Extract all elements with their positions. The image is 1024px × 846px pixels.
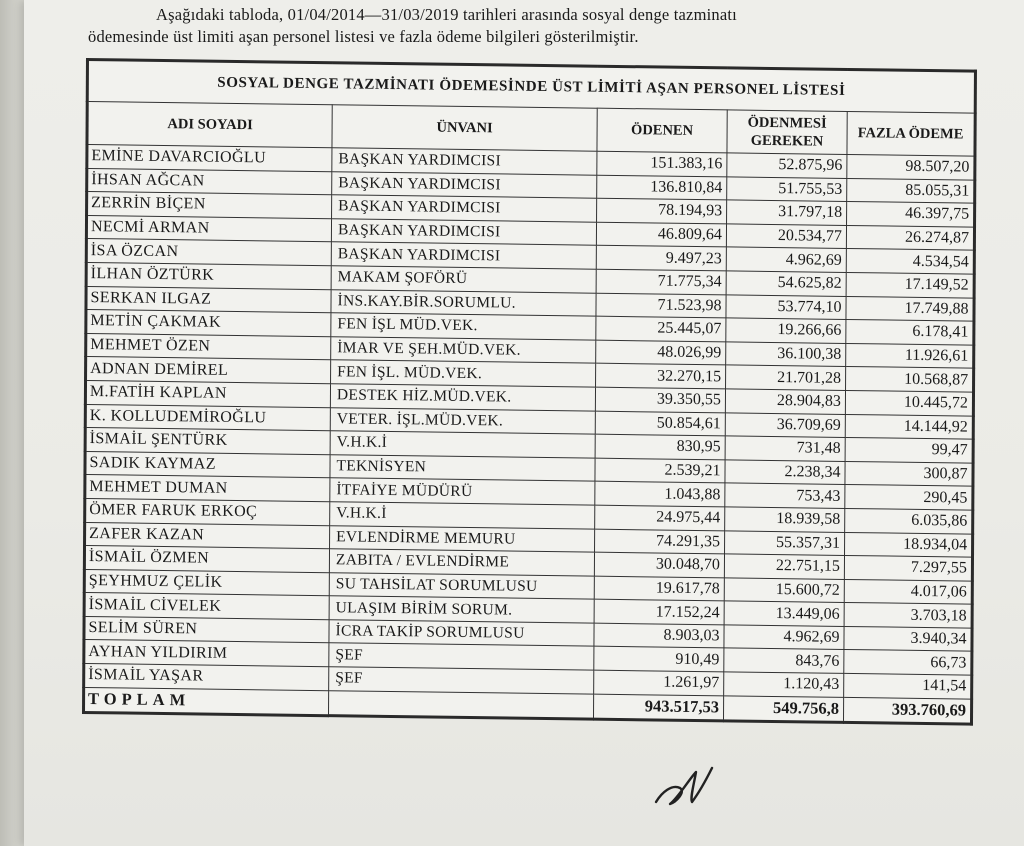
- cell-title: BAŞKAN YARDIMCISI: [332, 148, 597, 175]
- cell-paid: 910,49: [594, 647, 724, 672]
- cell-due: 15.600,72: [724, 578, 844, 603]
- cell-name: ADNAN DEMİREL: [86, 357, 331, 384]
- table-title: SOSYAL DENGE TAZMİNATI ÖDEMESİNDE ÜST LİMİTİ AŞAN PERSONEL LİSTESİ: [87, 60, 975, 114]
- cell-due: 731,48: [725, 436, 845, 461]
- cell-excess: 17.749,88: [846, 296, 974, 321]
- cell-title: VETER. İŞL.MÜD.VEK.: [330, 407, 595, 434]
- cell-title: EVLENDİRME MEMURU: [330, 525, 595, 552]
- cell-title: ZABITA / EVLENDİRME: [329, 549, 594, 576]
- cell-due: 1.120,43: [724, 672, 844, 697]
- cell-title: DESTEK HİZ.MÜD.VEK.: [330, 384, 595, 411]
- cell-name: İSA ÖZCAN: [86, 239, 331, 266]
- cell-title: BAŞKAN YARDIMCISI: [331, 242, 596, 269]
- header-name: ADI SOYADI: [87, 102, 332, 148]
- header-paid: ÖDENEN: [597, 108, 727, 153]
- cell-excess: 6.035,86: [845, 508, 973, 533]
- cell-title: ULAŞIM BİRİM SORUM.: [329, 596, 594, 623]
- cell-due: 54.625,82: [726, 271, 846, 296]
- cell-excess: 66,73: [844, 650, 972, 675]
- cell-due: 21.701,28: [726, 365, 846, 390]
- cell-excess: 3.703,18: [844, 603, 972, 628]
- cell-excess: 99,47: [845, 438, 973, 463]
- cell-name: SERKAN ILGAZ: [86, 286, 331, 313]
- cell-title: BAŞKAN YARDIMCISI: [331, 218, 596, 245]
- cell-due: 18.939,58: [725, 507, 845, 532]
- intro-paragraph: [88, 4, 988, 48]
- cell-name: ZAFER KAZAN: [85, 522, 330, 549]
- cell-name: İSMAİL ŞENTÜRK: [85, 428, 330, 455]
- cell-excess: 3.940,34: [844, 626, 972, 651]
- cell-paid: 830,95: [595, 434, 725, 459]
- cell-excess: 98.507,20: [847, 154, 975, 179]
- cell-excess: 85.055,31: [847, 178, 975, 203]
- cell-paid: 151.383,16: [597, 151, 727, 176]
- cell-due: 2.238,34: [725, 460, 845, 485]
- cell-due: 4.962,69: [726, 247, 846, 272]
- cell-paid: 25.445,07: [596, 316, 726, 341]
- cell-paid: 46.809,64: [596, 222, 726, 247]
- total-due: 549.756,8: [723, 696, 843, 723]
- cell-excess: 141,54: [844, 673, 972, 698]
- header-title: ÜNVANI: [332, 105, 597, 151]
- cell-name: İHSAN AĞCAN: [87, 168, 332, 195]
- personnel-table-wrapper: [82, 58, 974, 725]
- cell-excess: 26.274,87: [846, 225, 974, 250]
- cell-paid: 30.048,70: [594, 552, 724, 577]
- cell-due: 36.100,38: [726, 342, 846, 367]
- cell-title: ŞEF: [329, 643, 594, 670]
- cell-name: İLHAN ÖZTÜRK: [86, 262, 331, 289]
- cell-excess: 11.926,61: [846, 343, 974, 368]
- cell-name: ZERRİN BİÇEN: [87, 192, 332, 219]
- cell-excess: 46.397,75: [847, 202, 975, 227]
- cell-paid: 78.194,93: [597, 198, 727, 223]
- cell-excess: 10.568,87: [846, 367, 974, 392]
- intro-line-2: ödemesinde üst limiti aşan personel listesi ve fazla ödeme bilgileri gösterilmiştir.: [88, 27, 639, 46]
- cell-due: 28.904,83: [725, 389, 845, 414]
- total-empty-cell: [328, 690, 593, 718]
- cell-paid: 71.523,98: [596, 293, 726, 318]
- cell-title: İCRA TAKİP SORUMLUSU: [329, 620, 594, 647]
- cell-name: NECMİ ARMAN: [86, 215, 331, 242]
- cell-due: 753,43: [725, 483, 845, 508]
- cell-excess: 300,87: [845, 461, 973, 486]
- cell-due: 22.751,15: [724, 554, 844, 579]
- cell-paid: 48.026,99: [596, 340, 726, 365]
- cell-title: BAŞKAN YARDIMCISI: [332, 171, 597, 198]
- cell-excess: 10.445,72: [845, 390, 973, 415]
- cell-title: V.H.K.İ: [330, 431, 595, 458]
- cell-paid: 32.270,15: [596, 364, 726, 389]
- cell-name: EMİNE DAVARCIOĞLU: [87, 145, 332, 172]
- cell-paid: 71.775,34: [596, 269, 726, 294]
- cell-excess: 290,45: [845, 485, 973, 510]
- cell-title: ŞEF: [329, 667, 594, 694]
- personnel-table: [82, 58, 977, 725]
- cell-due: 53.774,10: [726, 294, 846, 319]
- cell-name: MEHMET ÖZEN: [86, 333, 331, 360]
- cell-due: 31.797,18: [727, 200, 847, 225]
- cell-name: ŞEYHMUZ ÇELİK: [84, 569, 329, 596]
- cell-excess: 4.534,54: [846, 249, 974, 274]
- cell-due: 52.875,96: [727, 153, 847, 178]
- cell-excess: 6.178,41: [846, 320, 974, 345]
- header-due: ÖDENMESİ GEREKEN: [727, 110, 847, 155]
- cell-due: 13.449,06: [724, 601, 844, 626]
- header-excess: FAZLA ÖDEME: [847, 111, 975, 156]
- cell-paid: 2.539,21: [595, 458, 725, 483]
- cell-title: BAŞKAN YARDIMCISI: [332, 195, 597, 222]
- cell-excess: 18.934,04: [845, 532, 973, 557]
- cell-paid: 1.043,88: [595, 481, 725, 506]
- cell-paid: 17.152,24: [594, 599, 724, 624]
- cell-title: FEN İŞL. MÜD.VEK.: [331, 360, 596, 387]
- cell-name: SELİM SÜREN: [84, 616, 329, 643]
- total-paid: 943.517,53: [593, 694, 723, 721]
- cell-title: İMAR VE ŞEH.MÜD.VEK.: [331, 336, 596, 363]
- table-body: [84, 145, 975, 699]
- cell-name: İSMAİL CİVELEK: [84, 593, 329, 620]
- cell-name: M.FATİH KAPLAN: [85, 380, 330, 407]
- cell-title: MAKAM ŞOFÖRÜ: [331, 266, 596, 293]
- cell-due: 36.709,69: [725, 412, 845, 437]
- cell-name: METİN ÇAKMAK: [86, 310, 331, 337]
- cell-excess: 17.149,52: [846, 272, 974, 297]
- cell-name: ÖMER FARUK ERKOÇ: [85, 498, 330, 525]
- cell-paid: 8.903,03: [594, 623, 724, 648]
- handwritten-signature: [650, 758, 720, 818]
- cell-paid: 1.261,97: [594, 670, 724, 695]
- total-excess: 393.760,69: [843, 697, 971, 724]
- cell-paid: 24.975,44: [595, 505, 725, 530]
- cell-excess: 7.297,55: [844, 556, 972, 581]
- cell-title: İTFAİYE MÜDÜRÜ: [330, 478, 595, 505]
- cell-paid: 9.497,23: [596, 246, 726, 271]
- cell-name: AYHAN YILDIRIM: [84, 640, 329, 667]
- cell-name: MEHMET DUMAN: [85, 475, 330, 502]
- cell-paid: 39.350,55: [595, 387, 725, 412]
- intro-line-1: Aşağıdaki tabloda, 01/04/2014—31/03/2019 tarihleri arasında sosyal denge tazminatı: [156, 5, 737, 24]
- cell-excess: 14.144,92: [845, 414, 973, 439]
- cell-title: FEN İŞL MÜD.VEK.: [331, 313, 596, 340]
- cell-title: V.H.K.İ: [330, 502, 595, 529]
- cell-paid: 136.810,84: [597, 175, 727, 200]
- cell-title: SU TAHSİLAT SORUMLUSU: [329, 572, 594, 599]
- cell-paid: 19.617,78: [594, 576, 724, 601]
- cell-due: 843,76: [724, 648, 844, 673]
- total-label: TOPLAM: [84, 687, 329, 715]
- cell-due: 20.534,77: [726, 224, 846, 249]
- cell-title: İNS.KAY.BİR.SORUMLU.: [331, 289, 596, 316]
- cell-due: 4.962,69: [724, 625, 844, 650]
- cell-title: TEKNİSYEN: [330, 454, 595, 481]
- cell-due: 55.357,31: [725, 530, 845, 555]
- cell-due: 51.755,53: [727, 176, 847, 201]
- cell-name: SADIK KAYMAZ: [85, 451, 330, 478]
- cell-paid: 74.291,35: [595, 529, 725, 554]
- cell-name: K. KOLLUDEMİROĞLU: [85, 404, 330, 431]
- cell-due: 19.266,66: [726, 318, 846, 343]
- cell-excess: 4.017,06: [844, 579, 972, 604]
- cell-paid: 50.854,61: [595, 411, 725, 436]
- cell-name: İSMAİL YAŞAR: [84, 664, 329, 691]
- cell-name: İSMAİL ÖZMEN: [84, 546, 329, 573]
